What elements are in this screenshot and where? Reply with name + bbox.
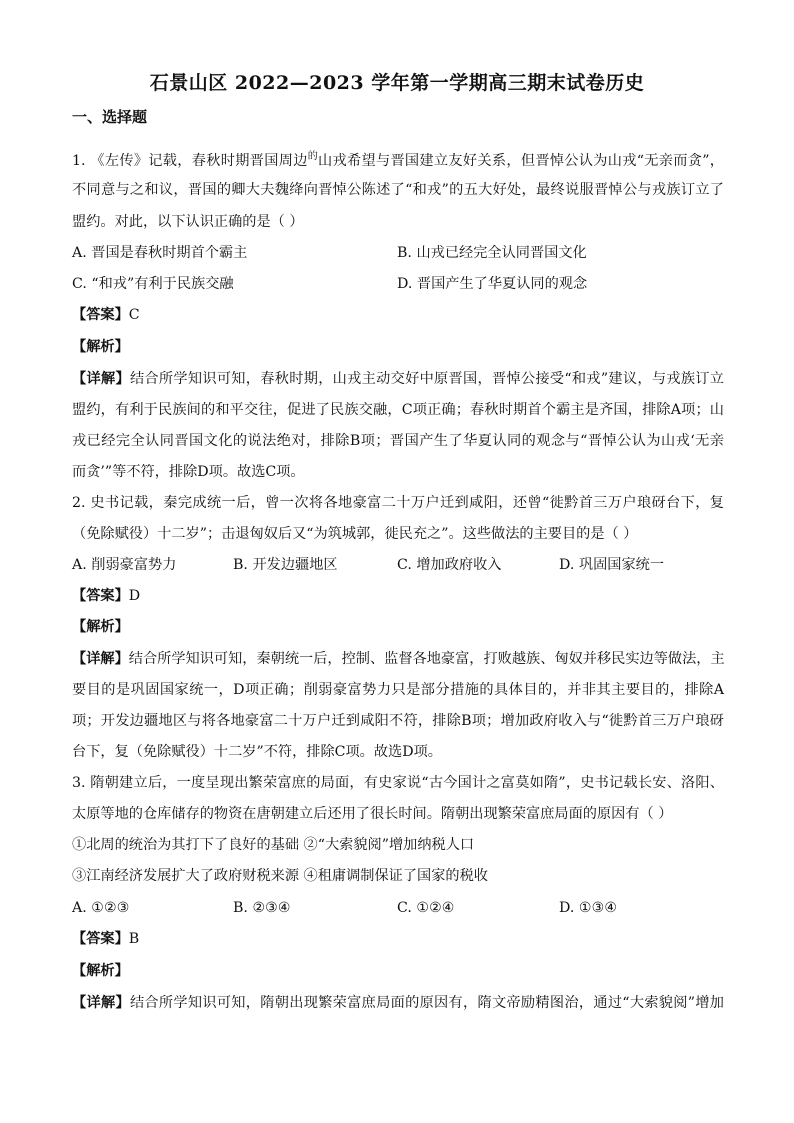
q1-option-d: D. 晋国产生了华夏认同的观念 — [397, 276, 588, 292]
q2-line-2: （免除赋役）十二岁”；击退匈奴后又“为筑城郭，徙民充之”。这些做法的主要目的是（ ） — [72, 526, 638, 542]
q1-detail-2: 盟约，有利于民族间的和平交往，促进了民族交融，C项正确；春秋时期首个霸主是齐国，排除A项；山 — [72, 402, 724, 418]
q3-answer-value: B — [128, 931, 140, 947]
q3-option-d: D. ①③④ — [559, 900, 618, 916]
q3-analysis-tag: 【解析】 — [72, 963, 129, 979]
q1-detail-tag: 【详解】 — [72, 371, 130, 387]
q2-detail-tag: 【详解】 — [72, 651, 129, 667]
q2-option-b: B. 开发边疆地区 — [233, 557, 338, 573]
q2-option-d: D. 巩固国家统一 — [559, 557, 665, 573]
section-heading: 一、选择题 — [72, 108, 148, 126]
q1-line-1-sup: 的 — [307, 151, 318, 162]
q2-answer-value: D — [128, 588, 141, 604]
q1-line-1 — [72, 147, 724, 171]
q3-line-4: ③江南经济发展扩大了政府财税来源 ④租庸调制保证了国家的税收 — [72, 868, 488, 884]
q3-answer — [72, 929, 724, 949]
q3-line-2: 太原等地的仓库储存的物资在唐朝建立后还用了很长时间。隋朝出现繁荣富庶局面的原因有（ ） — [72, 806, 673, 822]
q3-line-3: ①北周的统治为其打下了良好的基础 ②“大索貌阅”增加纳税人口 — [72, 837, 475, 853]
q1-answer — [72, 305, 724, 325]
q3-detail-1 — [72, 993, 724, 1013]
q1-detail-4: 而贪’”等不符，排除D项。故选C项。 — [72, 464, 305, 480]
q1-option-b: B. 山戎已经完全认同晋国文化 — [397, 245, 587, 261]
q3-answer-tag: 【答案】 — [72, 931, 129, 947]
q2-line-1: 2. 史书记载，秦完成统一后，曾一次将各地豪富二十万户迁到咸阳，还曾“徙黔首三万户琅砑台下，复 — [72, 495, 724, 511]
q1-detail-text-1: 结合所学知识可知，春秋时期，山戎主动交好中原晋国，晋悼公接受“和戎”建议，与戎族订立 — [129, 371, 724, 387]
q2-detail-text-1: 结合所学知识可知，秦朝统一后，控制、监督各地豪富，打败越族、匈奴并移民实边等做法，主 — [128, 651, 725, 667]
q1-line-1-b: 山戎希望与晋国建立友好关系，但晋悼公认为山戎“无亲而贪”， — [318, 153, 724, 169]
q3-detail-tag: 【详解】 — [72, 995, 130, 1011]
q2-answer-tag: 【答案】 — [72, 588, 129, 604]
q1-line-1-a: 1. 《左传》记载，春秋时期晋国周边 — [72, 153, 308, 169]
q1-detail-1 — [72, 369, 724, 389]
q2-detail-4: 台下，复（免除赋役）十二岁”不符，排除C项。故选D项。 — [72, 744, 442, 760]
q3-detail-text-1: 结合所学知识可知，隋朝出现繁荣富庶局面的原因有，隋文帝励精图治，通过“大索貌阅”增加 — [129, 995, 724, 1011]
q3-line-1: 3. 隋朝建立后，一度呈现出繁荣富庶的局面，有史家说“古今国计之富莫如隋”，史书记载长安、洛阳、 — [72, 775, 724, 791]
q1-answer-tag: 【答案】 — [72, 307, 129, 323]
q1-detail-3: 戎已经完全认同晋国文化的说法绝对，排除B项；晋国产生了华夏认同的观念与“晋悼公认为山戎‘无亲 — [72, 433, 724, 449]
page-title: 石景山区 2022—2023 学年第一学期高三期末试卷历史 — [149, 72, 645, 94]
q2-answer — [72, 586, 724, 606]
q2-option-a: A. 削弱豪富势力 — [72, 557, 177, 573]
q1-option-c: C. “和戎”有利于民族交融 — [72, 276, 234, 292]
q3-option-c: C. ①②④ — [397, 900, 455, 916]
q1-line-3: 盟约。对此，以下认识正确的是（ ） — [72, 214, 304, 230]
q3-option-b: B. ②③④ — [233, 900, 291, 916]
q2-detail-1 — [72, 649, 724, 669]
q3-option-a: A. ①②③ — [72, 900, 130, 916]
q1-answer-value: C — [128, 307, 140, 323]
q2-analysis-tag: 【解析】 — [72, 619, 129, 635]
q1-analysis-tag: 【解析】 — [72, 339, 129, 355]
q1-line-2: 不同意与之和议，晋国的卿大夫魏绛向晋悼公陈述了“和戎”的五大好处，最终说服晋悼公与戎族订立了 — [72, 182, 724, 198]
q1-option-a: A. 晋国是春秋时期首个霸主 — [72, 245, 248, 261]
q2-option-c: C. 增加政府收入 — [397, 557, 502, 573]
q2-detail-2: 要目的是巩固国家统一，D项正确；削弱豪富势力只是部分措施的具体目的，并非其主要目的，排除A — [72, 682, 724, 698]
q2-detail-3: 项；开发边疆地区与将各地豪富二十万户迁到咸阳不符，排除B项；增加政府收入与“徙黔首三万户琅砑 — [72, 713, 724, 729]
